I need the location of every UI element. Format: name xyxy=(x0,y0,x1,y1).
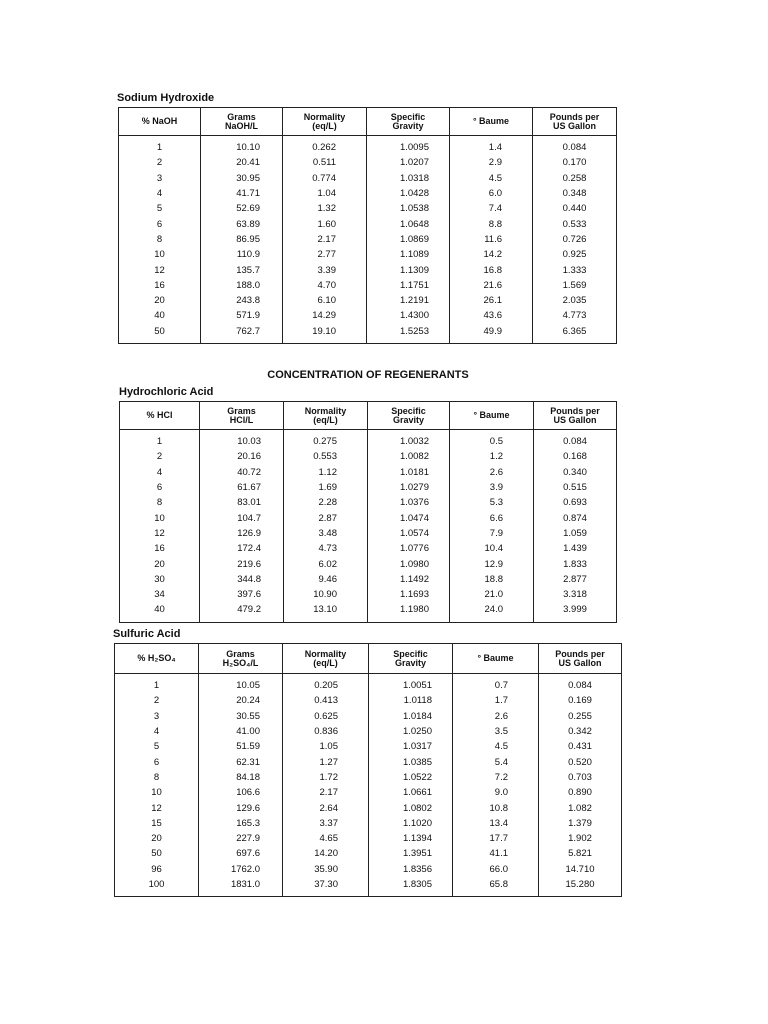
percent-cell: 8 xyxy=(156,233,163,245)
page-title: CONCENTRATION OF REGENERANTS xyxy=(267,369,469,381)
pounds-per-gallon-cell: 3.999 xyxy=(534,602,617,622)
pounds-per-gallon-cell: 0.925 xyxy=(533,247,617,262)
grams-per-liter-cell: 397.6 xyxy=(200,587,284,602)
baume-cell: 66.0 xyxy=(453,862,539,877)
normality-cell: 3.37 xyxy=(283,816,369,831)
specific-gravity-cell: 1.0095 xyxy=(367,136,450,156)
grams-per-liter-cell: 697.6 xyxy=(199,846,283,861)
grams-per-liter-cell: 10.05 xyxy=(199,674,283,694)
baume-cell: 10.4 xyxy=(450,541,534,556)
specific-gravity-cell: 1.0474 xyxy=(368,510,450,525)
baume-cell: 7.2 xyxy=(453,770,539,785)
percent-cell: 4 xyxy=(156,466,163,478)
normality-cell: 1.32 xyxy=(283,201,367,216)
normality-cell: 1.04 xyxy=(283,186,367,201)
grams-per-liter-cell: 344.8 xyxy=(200,572,284,587)
normality-cell: 13.10 xyxy=(284,602,368,622)
pounds-per-gallon-cell: 0.169 xyxy=(539,693,622,708)
table-row xyxy=(115,709,622,724)
percent-header: % NaOH xyxy=(119,108,201,136)
normality-cell: 1.69 xyxy=(284,480,368,495)
normality-cell: 1.12 xyxy=(284,465,368,480)
normality-cell: 4.70 xyxy=(283,278,367,293)
specific-gravity-cell: 1.1492 xyxy=(368,572,450,587)
table-row xyxy=(119,232,617,247)
table-row xyxy=(119,186,617,201)
percent-cell: 20 xyxy=(154,295,165,307)
pounds-per-gallon-cell: 1.082 xyxy=(539,800,622,815)
grams-per-liter-cell: 10.03 xyxy=(200,430,284,450)
normality-cell: 4.65 xyxy=(283,831,369,846)
pounds-per-gallon-cell: 1.439 xyxy=(534,541,617,556)
grams-per-liter-cell: 20.16 xyxy=(200,449,284,464)
specific-gravity-cell: 1.0648 xyxy=(367,216,450,231)
pounds-per-gallon-cell: 0.258 xyxy=(533,171,617,186)
normality-cell: 2.17 xyxy=(283,232,367,247)
baume-cell: 6.0 xyxy=(450,186,533,201)
percent-cell: 6 xyxy=(153,756,160,768)
table-row xyxy=(115,754,622,769)
pounds-per-gallon-cell: 0.515 xyxy=(534,480,617,495)
sulfuric-acid-table xyxy=(114,643,622,897)
pounds-per-gallon-header: Pounds per US Gallon xyxy=(539,644,622,674)
normality-cell: 2.28 xyxy=(284,495,368,510)
normality-cell: 2.87 xyxy=(284,510,368,525)
normality-header: Normality (eq/L) xyxy=(283,108,367,136)
table-row xyxy=(120,602,617,622)
percent-cell: 12 xyxy=(151,802,162,814)
specific-gravity-cell: 1.4300 xyxy=(367,308,450,323)
grams-per-liter-cell: 172.4 xyxy=(200,541,284,556)
specific-gravity-cell: 1.0376 xyxy=(368,495,450,510)
percent-cell: 8 xyxy=(156,497,163,509)
grams-per-liter-cell: 104.7 xyxy=(200,510,284,525)
grams-per-liter-cell: 571.9 xyxy=(201,308,283,323)
specific-gravity-header: Specific Gravity xyxy=(369,644,453,674)
specific-gravity-header: Specific Gravity xyxy=(367,108,450,136)
baume-cell: 13.4 xyxy=(453,816,539,831)
normality-cell: 0.553 xyxy=(284,449,368,464)
grams-per-liter-cell: 165.3 xyxy=(199,816,283,831)
normality-cell: 1.05 xyxy=(283,739,369,754)
normality-cell: 9.46 xyxy=(284,572,368,587)
normality-cell: 0.275 xyxy=(284,430,368,450)
specific-gravity-cell: 1.0181 xyxy=(368,465,450,480)
pounds-per-gallon-cell: 0.342 xyxy=(539,724,622,739)
pounds-per-gallon-cell: 0.170 xyxy=(533,155,617,170)
pounds-per-gallon-cell: 5.821 xyxy=(539,846,622,861)
baume-cell: 41.1 xyxy=(453,846,539,861)
percent-cell: 5 xyxy=(156,203,163,215)
normality-cell: 1.27 xyxy=(283,754,369,769)
baume-cell: 1.7 xyxy=(453,693,539,708)
sodium-hydroxide-title: Sodium Hydroxide xyxy=(117,92,215,104)
grams-per-liter-cell: 1762.0 xyxy=(199,862,283,877)
grams-per-liter-cell: 83.01 xyxy=(200,495,284,510)
specific-gravity-cell: 1.0318 xyxy=(367,171,450,186)
normality-cell: 0.205 xyxy=(283,674,369,694)
percent-cell: 1 xyxy=(156,142,163,154)
specific-gravity-cell: 1.0802 xyxy=(369,800,453,815)
grams-per-liter-cell: 479.2 xyxy=(200,602,284,622)
table-row xyxy=(119,293,617,308)
pounds-per-gallon-cell: 0.348 xyxy=(533,186,617,201)
grams-per-liter-cell: 762.7 xyxy=(201,324,283,344)
pounds-per-gallon-cell: 0.340 xyxy=(534,465,617,480)
baume-cell: 21.6 xyxy=(450,278,533,293)
specific-gravity-cell: 1.0032 xyxy=(368,430,450,450)
table-row xyxy=(115,724,622,739)
baume-cell: 1.4 xyxy=(450,136,533,156)
table-row xyxy=(120,587,617,602)
pounds-per-gallon-cell: 3.318 xyxy=(534,587,617,602)
table-row xyxy=(119,262,617,277)
baume-cell: 4.5 xyxy=(450,171,533,186)
specific-gravity-cell: 1.0980 xyxy=(368,556,450,571)
grams-per-liter-cell: 20.41 xyxy=(201,155,283,170)
pounds-per-gallon-cell: 2.035 xyxy=(533,293,617,308)
baume-cell: 16.8 xyxy=(450,262,533,277)
baume-cell: 10.8 xyxy=(453,800,539,815)
specific-gravity-cell: 1.0184 xyxy=(369,709,453,724)
table-row xyxy=(115,739,622,754)
grams-per-liter-cell: 62.31 xyxy=(199,754,283,769)
grams-per-liter-cell: 61.67 xyxy=(200,480,284,495)
baume-cell: 21.0 xyxy=(450,587,534,602)
specific-gravity-cell: 1.0385 xyxy=(369,754,453,769)
baume-cell: 5.3 xyxy=(450,495,534,510)
pounds-per-gallon-cell: 0.084 xyxy=(534,430,617,450)
specific-gravity-cell: 1.0522 xyxy=(369,770,453,785)
pounds-per-gallon-cell: 1.902 xyxy=(539,831,622,846)
grams-per-liter-cell: 126.9 xyxy=(200,526,284,541)
specific-gravity-cell: 1.0317 xyxy=(369,739,453,754)
normality-cell: 2.77 xyxy=(283,247,367,262)
sodium-hydroxide-table xyxy=(118,107,617,344)
percent-cell: 12 xyxy=(154,527,165,539)
normality-cell: 0.836 xyxy=(283,724,369,739)
baume-cell: 26.1 xyxy=(450,293,533,308)
specific-gravity-cell: 1.1089 xyxy=(367,247,450,262)
table-row xyxy=(119,247,617,262)
grams-per-liter-cell: 41.00 xyxy=(199,724,283,739)
pounds-per-gallon-cell: 0.890 xyxy=(539,785,622,800)
baume-header: ° Baume xyxy=(450,402,534,430)
percent-cell: 15 xyxy=(151,817,162,829)
table-row xyxy=(115,816,622,831)
normality-cell: 3.39 xyxy=(283,262,367,277)
percent-cell: 20 xyxy=(151,833,162,845)
table-row xyxy=(120,526,617,541)
baume-cell: 9.0 xyxy=(453,785,539,800)
pounds-per-gallon-cell: 2.877 xyxy=(534,572,617,587)
specific-gravity-cell: 1.0250 xyxy=(369,724,453,739)
grams-per-liter-cell: 129.6 xyxy=(199,800,283,815)
grams-per-liter-cell: 30.95 xyxy=(201,171,283,186)
pounds-per-gallon-cell: 0.703 xyxy=(539,770,622,785)
baume-cell: 0.7 xyxy=(453,674,539,694)
table-row xyxy=(120,449,617,464)
sulfuric-acid-title: Sulfuric Acid xyxy=(113,628,181,640)
pounds-per-gallon-cell: 0.084 xyxy=(539,674,622,694)
specific-gravity-cell: 1.5253 xyxy=(367,324,450,344)
specific-gravity-cell: 1.0118 xyxy=(369,693,453,708)
percent-cell: 1 xyxy=(153,680,160,692)
table-row xyxy=(120,541,617,556)
table-row xyxy=(119,216,617,231)
percent-cell: 50 xyxy=(154,325,165,337)
specific-gravity-header: Specific Gravity xyxy=(368,402,450,430)
grams-per-liter-cell: 135.7 xyxy=(201,262,283,277)
percent-cell: 3 xyxy=(156,172,163,184)
table-row xyxy=(115,846,622,861)
pounds-per-gallon-cell: 14.710 xyxy=(539,862,622,877)
table-row xyxy=(115,770,622,785)
grams-per-liter-header: Grams HCl/L xyxy=(200,402,284,430)
grams-per-liter-cell: 84.18 xyxy=(199,770,283,785)
table-row xyxy=(115,800,622,815)
pounds-per-gallon-cell: 6.365 xyxy=(533,324,617,344)
grams-per-liter-cell: 227.9 xyxy=(199,831,283,846)
baume-cell: 14.2 xyxy=(450,247,533,262)
specific-gravity-cell: 1.0661 xyxy=(369,785,453,800)
baume-cell: 7.9 xyxy=(450,526,534,541)
baume-cell: 24.0 xyxy=(450,602,534,622)
table-row xyxy=(119,136,617,156)
baume-cell: 2.6 xyxy=(450,465,534,480)
specific-gravity-cell: 1.2191 xyxy=(367,293,450,308)
normality-cell: 2.17 xyxy=(283,785,369,800)
specific-gravity-cell: 1.0538 xyxy=(367,201,450,216)
grams-per-liter-cell: 243.8 xyxy=(201,293,283,308)
baume-cell: 6.6 xyxy=(450,510,534,525)
percent-cell: 2 xyxy=(156,157,163,169)
percent-cell: 12 xyxy=(154,264,165,276)
specific-gravity-cell: 1.1980 xyxy=(368,602,450,622)
table-row xyxy=(115,674,622,694)
grams-per-liter-cell: 86.95 xyxy=(201,232,283,247)
percent-cell: 96 xyxy=(151,863,162,875)
percent-cell: 8 xyxy=(153,771,160,783)
baume-header: ° Baume xyxy=(450,108,533,136)
table-row xyxy=(120,480,617,495)
hydrochloric-acid-table xyxy=(119,401,617,623)
pounds-per-gallon-cell: 0.874 xyxy=(534,510,617,525)
pounds-per-gallon-cell: 1.333 xyxy=(533,262,617,277)
grams-per-liter-cell: 1831.0 xyxy=(199,877,283,897)
grams-per-liter-cell: 110.9 xyxy=(201,247,283,262)
pounds-per-gallon-cell: 0.168 xyxy=(534,449,617,464)
table-row xyxy=(115,862,622,877)
table-row xyxy=(115,693,622,708)
pounds-per-gallon-cell: 1.379 xyxy=(539,816,622,831)
pounds-per-gallon-cell: 0.726 xyxy=(533,232,617,247)
table-row xyxy=(120,556,617,571)
normality-cell: 0.511 xyxy=(283,155,367,170)
specific-gravity-cell: 1.1309 xyxy=(367,262,450,277)
normality-cell: 35.90 xyxy=(283,862,369,877)
baume-cell: 18.8 xyxy=(450,572,534,587)
normality-cell: 3.48 xyxy=(284,526,368,541)
percent-cell: 40 xyxy=(154,604,165,616)
table-row xyxy=(120,495,617,510)
normality-cell: 37.30 xyxy=(283,877,369,897)
pounds-per-gallon-cell: 0.693 xyxy=(534,495,617,510)
pounds-per-gallon-cell: 0.084 xyxy=(533,136,617,156)
normality-cell: 19.10 xyxy=(283,324,367,344)
grams-per-liter-cell: 40.72 xyxy=(200,465,284,480)
pounds-per-gallon-cell: 0.533 xyxy=(533,216,617,231)
baume-cell: 65.8 xyxy=(453,877,539,897)
grams-per-liter-cell: 52.69 xyxy=(201,201,283,216)
specific-gravity-cell: 1.0428 xyxy=(367,186,450,201)
table-row xyxy=(120,465,617,480)
table-row xyxy=(115,831,622,846)
baume-cell: 5.4 xyxy=(453,754,539,769)
pounds-per-gallon-header: Pounds per US Gallon xyxy=(533,108,617,136)
percent-cell: 10 xyxy=(154,512,165,524)
table-row xyxy=(119,308,617,323)
baume-cell: 0.5 xyxy=(450,430,534,450)
pounds-per-gallon-cell: 1.059 xyxy=(534,526,617,541)
baume-cell: 43.6 xyxy=(450,308,533,323)
pounds-per-gallon-cell: 1.569 xyxy=(533,278,617,293)
specific-gravity-cell: 1.1751 xyxy=(367,278,450,293)
baume-cell: 3.9 xyxy=(450,480,534,495)
table-row xyxy=(119,155,617,170)
normality-cell: 0.774 xyxy=(283,171,367,186)
percent-cell: 6 xyxy=(156,218,163,230)
grams-per-liter-cell: 51.59 xyxy=(199,739,283,754)
table-row xyxy=(119,171,617,186)
specific-gravity-cell: 1.8305 xyxy=(369,877,453,897)
normality-cell: 1.60 xyxy=(283,216,367,231)
specific-gravity-cell: 1.0574 xyxy=(368,526,450,541)
grams-per-liter-header: Grams H₂SO₄/L xyxy=(199,644,283,674)
baume-cell: 8.8 xyxy=(450,216,533,231)
specific-gravity-cell: 1.8356 xyxy=(369,862,453,877)
baume-cell: 2.6 xyxy=(453,709,539,724)
pounds-per-gallon-cell: 0.255 xyxy=(539,709,622,724)
percent-cell: 50 xyxy=(151,848,162,860)
specific-gravity-cell: 1.0869 xyxy=(367,232,450,247)
percent-cell: 10 xyxy=(151,787,162,799)
baume-cell: 4.5 xyxy=(453,739,539,754)
normality-cell: 6.02 xyxy=(284,556,368,571)
table-row xyxy=(120,430,617,450)
hydrochloric-acid-title: Hydrochloric Acid xyxy=(119,386,214,398)
grams-per-liter-header: Grams NaOH/L xyxy=(201,108,283,136)
table-row xyxy=(119,201,617,216)
percent-cell: 40 xyxy=(154,310,165,322)
pounds-per-gallon-cell: 1.833 xyxy=(534,556,617,571)
baume-cell: 7.4 xyxy=(450,201,533,216)
grams-per-liter-cell: 30.55 xyxy=(199,709,283,724)
pounds-per-gallon-cell: 15.280 xyxy=(539,877,622,897)
grams-per-liter-cell: 20.24 xyxy=(199,693,283,708)
grams-per-liter-cell: 106.6 xyxy=(199,785,283,800)
normality-cell: 0.625 xyxy=(283,709,369,724)
table-row xyxy=(119,324,617,344)
grams-per-liter-cell: 188.0 xyxy=(201,278,283,293)
baume-cell: 17.7 xyxy=(453,831,539,846)
specific-gravity-cell: 1.0279 xyxy=(368,480,450,495)
table-row xyxy=(120,510,617,525)
percent-cell: 30 xyxy=(154,573,165,585)
specific-gravity-cell: 1.0776 xyxy=(368,541,450,556)
grams-per-liter-cell: 10.10 xyxy=(201,136,283,156)
baume-cell: 3.5 xyxy=(453,724,539,739)
baume-cell: 1.2 xyxy=(450,449,534,464)
percent-cell: 5 xyxy=(153,741,160,753)
percent-cell: 10 xyxy=(154,249,165,261)
normality-cell: 0.413 xyxy=(283,693,369,708)
percent-header: % H₂SO₄ xyxy=(115,644,199,674)
table-row xyxy=(120,572,617,587)
specific-gravity-cell: 1.1020 xyxy=(369,816,453,831)
percent-cell: 4 xyxy=(156,188,163,200)
percent-cell: 3 xyxy=(153,710,160,722)
normality-cell: 14.29 xyxy=(283,308,367,323)
specific-gravity-cell: 1.1394 xyxy=(369,831,453,846)
table-row xyxy=(115,877,622,897)
specific-gravity-cell: 1.3951 xyxy=(369,846,453,861)
table-row xyxy=(115,785,622,800)
grams-per-liter-cell: 63.89 xyxy=(201,216,283,231)
grams-per-liter-cell: 41.71 xyxy=(201,186,283,201)
normality-cell: 1.72 xyxy=(283,770,369,785)
normality-cell: 2.64 xyxy=(283,800,369,815)
normality-cell: 14.20 xyxy=(283,846,369,861)
percent-cell: 6 xyxy=(156,482,163,494)
normality-header: Normality (eq/L) xyxy=(283,644,369,674)
specific-gravity-cell: 1.0207 xyxy=(367,155,450,170)
baume-cell: 49.9 xyxy=(450,324,533,344)
table-row xyxy=(119,278,617,293)
percent-cell: 16 xyxy=(154,279,165,291)
grams-per-liter-cell: 219.6 xyxy=(200,556,284,571)
normality-cell: 10.90 xyxy=(284,587,368,602)
baume-cell: 2.9 xyxy=(450,155,533,170)
pounds-per-gallon-cell: 0.520 xyxy=(539,754,622,769)
specific-gravity-cell: 1.0051 xyxy=(369,674,453,694)
percent-cell: 1 xyxy=(156,436,163,448)
normality-header: Normality (eq/L) xyxy=(284,402,368,430)
percent-cell: 34 xyxy=(154,589,165,601)
percent-cell: 100 xyxy=(148,879,165,890)
percent-cell: 2 xyxy=(153,695,160,707)
pounds-per-gallon-cell: 0.431 xyxy=(539,739,622,754)
percent-cell: 20 xyxy=(154,558,165,570)
percent-header: % HCl xyxy=(120,402,200,430)
normality-cell: 4.73 xyxy=(284,541,368,556)
specific-gravity-cell: 1.0082 xyxy=(368,449,450,464)
normality-cell: 0.262 xyxy=(283,136,367,156)
percent-cell: 4 xyxy=(153,726,160,738)
normality-cell: 6.10 xyxy=(283,293,367,308)
baume-cell: 12.9 xyxy=(450,556,534,571)
pounds-per-gallon-header: Pounds per US Gallon xyxy=(534,402,617,430)
pounds-per-gallon-cell: 0.440 xyxy=(533,201,617,216)
percent-cell: 16 xyxy=(154,543,165,555)
specific-gravity-cell: 1.1693 xyxy=(368,587,450,602)
pounds-per-gallon-cell: 4.773 xyxy=(533,308,617,323)
baume-header: ° Baume xyxy=(453,644,539,674)
percent-cell: 2 xyxy=(156,451,163,463)
baume-cell: 11.6 xyxy=(450,232,533,247)
